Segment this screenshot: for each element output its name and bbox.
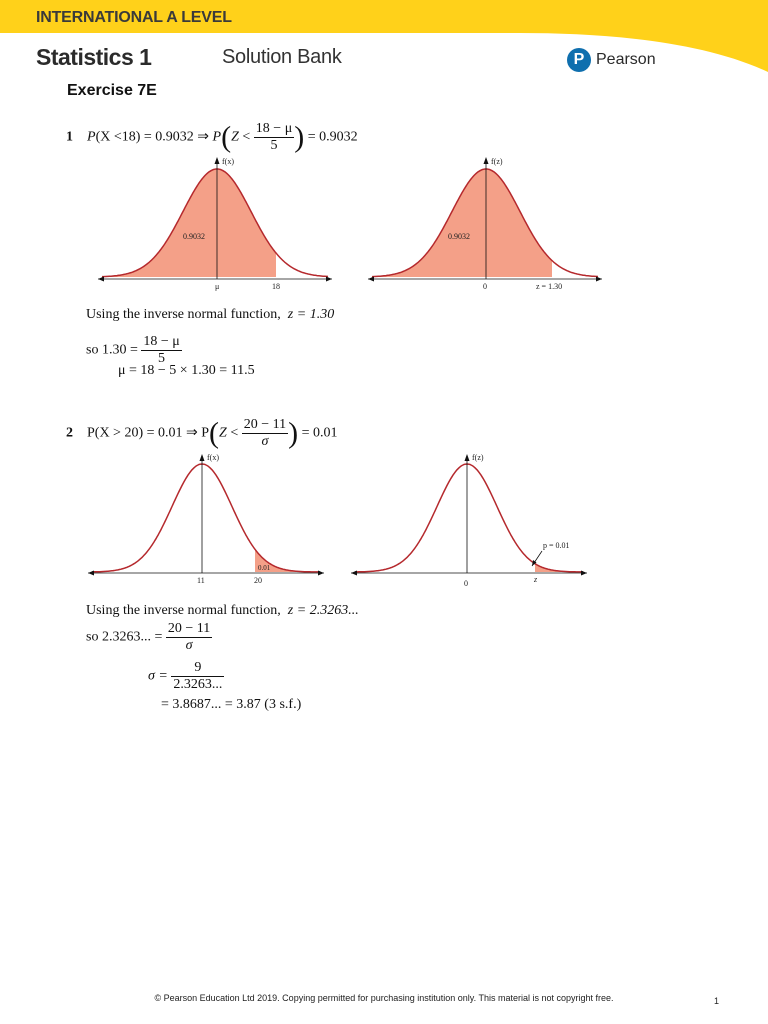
q2-right-ylabel: f(z): [472, 453, 484, 462]
exercise-title: Exercise 7E: [67, 82, 157, 99]
q1-left-tick-mu: μ: [215, 282, 220, 291]
q1-right-shade: [372, 169, 552, 277]
q2-statement-left: P(X > 20) = 0.01 ⇒ P: [87, 425, 210, 441]
q1-result: μ = 18 − 5 × 1.30 = 11.5: [118, 363, 255, 378]
q1-statement-right: = 0.9032: [307, 129, 358, 145]
q2-right-curve: [355, 464, 583, 572]
q1-left-shade: [102, 169, 276, 277]
q2-working-line1: Using the inverse normal function, z = 2.3263...: [86, 603, 359, 618]
q1-fraction: $\frac{18 - \mu}{5}$: [255, 121, 293, 153]
q2-left-tick-20: 20: [254, 576, 262, 585]
q2-result: = 3.8687... = 3.87 (3 s.f.): [161, 697, 302, 712]
q2-right-tick-z: z: [534, 575, 538, 584]
subject-title: Statistics 1: [36, 44, 152, 70]
q1-working-line1: Using the inverse normal function, z = 1.30: [86, 307, 335, 322]
q1-right-tick-0: 0: [483, 282, 487, 291]
q2-statement-right: = 0.01: [301, 425, 338, 441]
page-number: 1: [714, 996, 720, 1006]
q1-graph-left: [90, 155, 340, 295]
q2-right-p-label: p = 0.01: [543, 541, 570, 550]
q1-working-so: so 1.30 = $\frac{18 - \mu}{5}$: [86, 334, 180, 366]
q2-left-tick-11: 11: [197, 576, 205, 585]
copyright-footer: © Pearson Education Ltd 2019. Copying permitted for purchasing institution only. This material is not copyright free.: [154, 993, 614, 1003]
q2-statement: 2 P(X > 20) = 0.01 ⇒ P(Z < $\frac{20 - 11}{\sigma}$ ) = 0.01: [66, 416, 338, 450]
q1-graph-right: [362, 155, 612, 295]
pearson-logo-text: Pearson: [596, 51, 656, 68]
q1-statement: 1 P(X <18) = 0.9032 ⇒ P(Z < $\frac{18 - \mu}{5}$ ) = 0.9032: [66, 120, 358, 154]
q1-left-ylabel: f(x): [222, 157, 234, 166]
q2-number: 2: [66, 425, 73, 441]
q1-right-ylabel: f(z): [491, 157, 503, 166]
q1-right-tick-z: z = 1.30: [536, 282, 563, 291]
q1-left-tick-18: 18: [272, 282, 280, 291]
q1-statement-left: (X <18) = 0.9032 ⇒: [95, 129, 213, 145]
pearson-p-icon: P: [567, 48, 591, 72]
q2-working-sigma: σ = $\frac{9}{2.3263...}$: [148, 660, 223, 692]
q2-graph-right: [347, 452, 597, 592]
series-title: INTERNATIONAL A LEVEL: [36, 9, 232, 26]
pearson-logo: [567, 46, 656, 74]
q2-fraction: $\frac{20 - 11}{\sigma}$: [243, 417, 287, 449]
q2-right-tick-0: 0: [464, 579, 468, 588]
q1-left-area-label: 0.9032: [183, 232, 205, 241]
q2-left-curve: [92, 464, 320, 572]
q2-left-area-label: 0.01: [258, 564, 271, 572]
q2-graph-left: [82, 452, 332, 592]
q2-working-so: so 2.3263... = $\frac{20 - 11}{\sigma}$: [86, 621, 211, 653]
q2-left-ylabel: f(x): [207, 453, 219, 462]
q1-right-area-label: 0.9032: [448, 232, 470, 241]
solution-bank-title: Solution Bank: [222, 46, 342, 68]
q1-number: 1: [66, 129, 73, 145]
